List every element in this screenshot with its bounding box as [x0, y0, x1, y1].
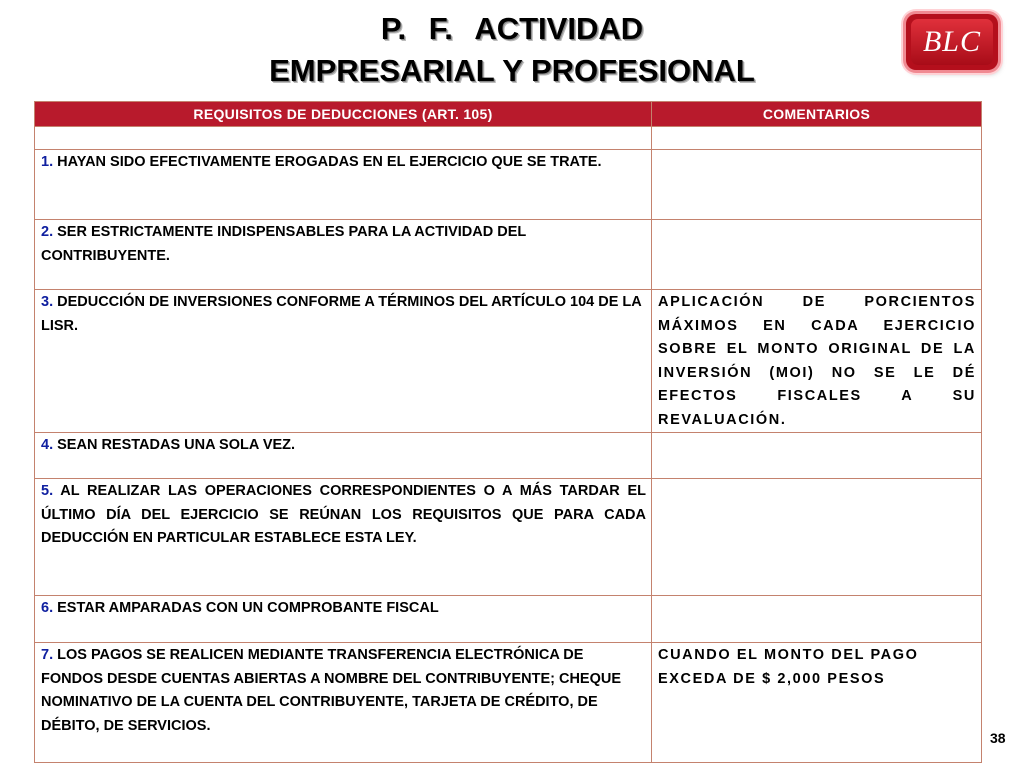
requirement-cell	[35, 643, 652, 763]
spacer-cell	[35, 127, 652, 150]
table-row	[35, 150, 982, 220]
requirement-number: 7.	[41, 647, 54, 663]
requirement-text: LOS PAGOS SE REALICEN MEDIANTE TRANSFERENCIA ELECTRÓNICA DE FONDOS DESDE CUENTAS ABIERTAS A NOMBRE DEL CONTRIBUYENTE; CHEQUE NOMINATIVO DE LA CUENTA DEL CONTRIBUYENTE, TARJETA DE CRÉDITO, DE DÉBITO, DE SERVICIOS.	[41, 647, 622, 734]
table-row	[35, 596, 982, 643]
requirement-cell	[35, 150, 652, 220]
comment-cell	[652, 433, 982, 479]
page-title	[0, 8, 1024, 92]
comment-cell	[652, 479, 982, 596]
table-row	[35, 433, 982, 479]
comment-cell	[652, 150, 982, 220]
page-number: 38	[990, 730, 1006, 746]
title-line-2: EMPRESARIAL Y PROFESIONAL	[269, 53, 755, 88]
requirement-cell	[35, 290, 652, 433]
requirements-table	[34, 101, 982, 763]
requirement-cell	[35, 220, 652, 290]
requirement-cell	[35, 596, 652, 643]
comment-cell: APLICACIÓN DE PORCIENTOS MÁXIMOS EN CADA EJERCICIO SOBRE EL MONTO ORIGINAL DE LA INVERSIÓN (MOI) NO SE LE DÉ EFECTOS FISCALES A SU REVALUACIÓN.	[652, 290, 982, 433]
blc-logo-text: BLC	[911, 19, 993, 65]
requirement-number: 2.	[41, 224, 54, 240]
requirement-text: DEDUCCIÓN DE INVERSIONES CONFORME A TÉRMINOS DEL ARTÍCULO 104 DE LA LISR.	[41, 294, 642, 334]
comment-cell	[652, 220, 982, 290]
header-requirements: REQUISITOS DE DEDUCCIONES (ART. 105)	[35, 102, 652, 127]
requirement-number: 3.	[41, 294, 54, 310]
requirement-text: AL REALIZAR LAS OPERACIONES CORRESPONDIENTES O A MÁS TARDAR EL ÚLTIMO DÍA DEL EJERCICIO SE REÚNAN LOS REQUISITOS QUE PARA CADA DEDUCCIÓN EN PARTICULAR ESTABLECE ESTA LEY.	[41, 483, 646, 546]
requirement-number: 4.	[41, 437, 54, 453]
requirement-text: HAYAN SIDO EFECTIVAMENTE EROGADAS EN EL EJERCICIO QUE SE TRATE.	[57, 154, 602, 170]
requirement-text: ESTAR AMPARADAS CON UN COMPROBANTE FISCAL	[57, 600, 439, 616]
table-row	[35, 479, 982, 596]
requirement-cell	[35, 433, 652, 479]
requirement-number: 1.	[41, 154, 54, 170]
requirement-text: SEAN RESTADAS UNA SOLA VEZ.	[57, 437, 296, 453]
table-row	[35, 643, 982, 763]
requirement-cell	[35, 479, 652, 596]
requirement-text: SER ESTRICTAMENTE INDISPENSABLES PARA LA ACTIVIDAD DEL CONTRIBUYENTE.	[41, 224, 526, 264]
table-row	[35, 220, 982, 290]
blc-logo	[906, 14, 998, 70]
table-header-row	[35, 102, 982, 127]
requirement-number: 5.	[41, 483, 54, 499]
comment-cell	[652, 596, 982, 643]
header-comments: COMENTARIOS	[652, 102, 982, 127]
spacer-cell	[652, 127, 982, 150]
comment-cell: CUANDO EL MONTO DEL PAGO EXCEDA DE $ 2,000 PESOS	[652, 643, 982, 763]
table-row	[35, 290, 982, 433]
table-spacer-row	[35, 127, 982, 150]
title-line-1: P. F. ACTIVIDAD	[380, 11, 644, 46]
requirement-number: 6.	[41, 600, 54, 616]
